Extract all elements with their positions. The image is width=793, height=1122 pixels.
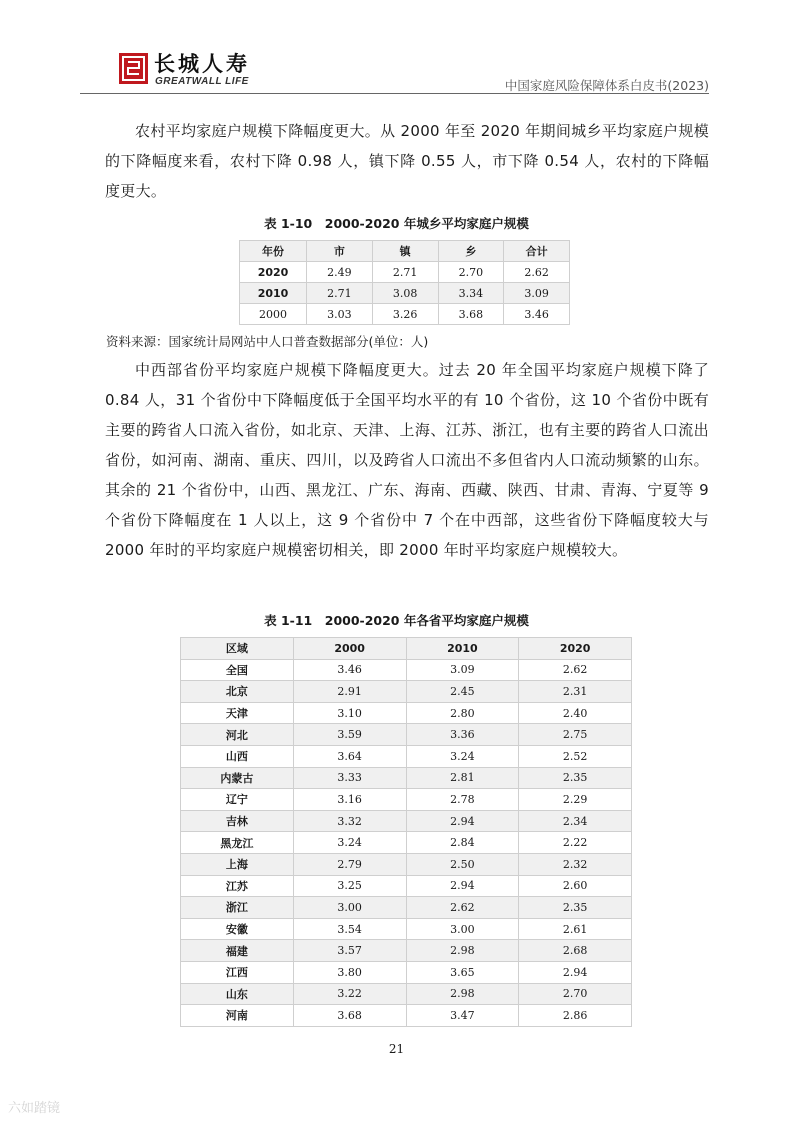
value-cell: 2.70 xyxy=(519,983,632,1005)
page-number: 21 xyxy=(388,1042,405,1056)
value-cell: 2.49 xyxy=(307,262,373,283)
value-cell: 2.80 xyxy=(406,702,519,724)
region-cell: 江苏 xyxy=(181,875,294,897)
value-cell: 2.84 xyxy=(406,832,519,854)
value-cell: 2.50 xyxy=(406,853,519,875)
table-1-caption: 表 1-10 2000-2020 年城乡平均家庭户规模 xyxy=(264,216,529,231)
table-row xyxy=(181,745,632,767)
table-header-row xyxy=(181,638,632,660)
value-cell: 2.81 xyxy=(406,767,519,789)
table-row xyxy=(181,810,632,832)
value-cell: 3.25 xyxy=(293,875,406,897)
watermark: 六如踏镜 xyxy=(8,1101,61,1116)
table-row xyxy=(181,832,632,854)
table-2-caption: 表 1-11 2000-2020 年各省平均家庭户规模 xyxy=(264,613,529,628)
company-logo-mark xyxy=(119,53,148,84)
region-cell: 浙江 xyxy=(181,897,294,919)
value-cell: 2.22 xyxy=(519,832,632,854)
region-cell: 内蒙古 xyxy=(181,767,294,789)
value-cell: 2.40 xyxy=(519,702,632,724)
table-row xyxy=(181,681,632,703)
value-cell: 2.68 xyxy=(519,940,632,962)
value-cell: 2.35 xyxy=(519,897,632,919)
header-cell: 镇 xyxy=(372,241,438,262)
year-cell: 2010 xyxy=(240,283,307,304)
value-cell: 3.80 xyxy=(293,961,406,983)
value-cell: 3.16 xyxy=(293,789,406,811)
region-cell: 山东 xyxy=(181,983,294,1005)
header-cell: 2020 xyxy=(519,638,632,660)
value-cell: 2.78 xyxy=(406,789,519,811)
table-row xyxy=(240,304,570,325)
value-cell: 3.59 xyxy=(293,724,406,746)
value-cell: 3.00 xyxy=(406,918,519,940)
value-cell: 2.35 xyxy=(519,767,632,789)
value-cell: 3.26 xyxy=(372,304,438,325)
region-cell: 上海 xyxy=(181,853,294,875)
table-row xyxy=(181,789,632,811)
table-row xyxy=(181,853,632,875)
value-cell: 3.64 xyxy=(293,745,406,767)
value-cell: 3.32 xyxy=(293,810,406,832)
header-cell: 年份 xyxy=(240,241,307,262)
value-cell: 2.75 xyxy=(519,724,632,746)
region-cell: 福建 xyxy=(181,940,294,962)
table-row xyxy=(181,767,632,789)
value-cell: 2.70 xyxy=(438,262,504,283)
header-cell: 合计 xyxy=(504,241,570,262)
header-cell: 市 xyxy=(307,241,373,262)
province-table-body xyxy=(181,638,632,1027)
company-name-cn: 长城人寿 xyxy=(154,51,250,76)
table-row xyxy=(181,983,632,1005)
value-cell: 3.00 xyxy=(293,897,406,919)
province-household-table xyxy=(180,637,632,1027)
document-title: 中国家庭风险保障体系白皮书(2023) xyxy=(504,78,709,93)
value-cell: 3.24 xyxy=(406,745,519,767)
company-name-en: GREATWALL LIFE xyxy=(155,76,249,87)
value-cell: 2.61 xyxy=(519,918,632,940)
value-cell: 2.34 xyxy=(519,810,632,832)
value-cell: 2.98 xyxy=(406,983,519,1005)
header-cell: 2000 xyxy=(293,638,406,660)
value-cell: 3.65 xyxy=(406,961,519,983)
value-cell: 3.46 xyxy=(504,304,570,325)
value-cell: 2.94 xyxy=(406,875,519,897)
table-row xyxy=(181,897,632,919)
region-cell: 安徽 xyxy=(181,918,294,940)
value-cell: 3.09 xyxy=(406,659,519,681)
region-cell: 黑龙江 xyxy=(181,832,294,854)
table-row xyxy=(240,283,570,304)
value-cell: 2.52 xyxy=(519,745,632,767)
value-cell: 2.62 xyxy=(406,897,519,919)
source-note: 资料来源：国家统计局网站中人口普查数据部分(单位：人) xyxy=(106,334,429,349)
value-cell: 3.33 xyxy=(293,767,406,789)
table-row xyxy=(181,702,632,724)
region-cell: 北京 xyxy=(181,681,294,703)
value-cell: 2.29 xyxy=(519,789,632,811)
region-cell: 山西 xyxy=(181,745,294,767)
logo-glyph-icon xyxy=(119,53,148,84)
value-cell: 3.34 xyxy=(438,283,504,304)
value-cell: 2.45 xyxy=(406,681,519,703)
region-cell: 吉林 xyxy=(181,810,294,832)
year-cell: 2000 xyxy=(240,304,307,325)
value-cell: 2.94 xyxy=(519,961,632,983)
table-row xyxy=(181,918,632,940)
value-cell: 3.08 xyxy=(372,283,438,304)
table-row xyxy=(181,659,632,681)
region-cell: 江西 xyxy=(181,961,294,983)
header-cell: 乡 xyxy=(438,241,504,262)
value-cell: 2.98 xyxy=(406,940,519,962)
value-cell: 3.47 xyxy=(406,1005,519,1027)
value-cell: 3.68 xyxy=(438,304,504,325)
value-cell: 3.22 xyxy=(293,983,406,1005)
value-cell: 3.68 xyxy=(293,1005,406,1027)
value-cell: 3.09 xyxy=(504,283,570,304)
table-row xyxy=(181,1005,632,1027)
body-paragraph-1: 农村平均家庭户规模下降幅度更大。从 2000 年至 2020 年期间城乡平均家庭户规模的下降幅度来看，农村下降 0.98 人，镇下降 0.55 人，市下降 0.54 人，农村的下降幅度更大。 xyxy=(105,122,709,200)
table-row xyxy=(181,961,632,983)
region-cell: 河北 xyxy=(181,724,294,746)
value-cell: 3.36 xyxy=(406,724,519,746)
value-cell: 2.86 xyxy=(519,1005,632,1027)
value-cell: 2.91 xyxy=(293,681,406,703)
value-cell: 3.57 xyxy=(293,940,406,962)
value-cell: 2.62 xyxy=(519,659,632,681)
value-cell: 2.94 xyxy=(406,810,519,832)
value-cell: 2.31 xyxy=(519,681,632,703)
header-cell: 2010 xyxy=(406,638,519,660)
table-row xyxy=(181,875,632,897)
value-cell: 3.54 xyxy=(293,918,406,940)
region-cell: 辽宁 xyxy=(181,789,294,811)
header-cell: 区域 xyxy=(181,638,294,660)
table-row xyxy=(181,940,632,962)
table-row xyxy=(181,724,632,746)
value-cell: 2.79 xyxy=(293,853,406,875)
region-cell: 全国 xyxy=(181,659,294,681)
value-cell: 3.03 xyxy=(307,304,373,325)
value-cell: 2.71 xyxy=(307,283,373,304)
region-cell: 河南 xyxy=(181,1005,294,1027)
table-row xyxy=(240,262,570,283)
table-header-row xyxy=(240,241,570,262)
year-cell: 2020 xyxy=(240,262,307,283)
value-cell: 3.46 xyxy=(293,659,406,681)
region-cell: 天津 xyxy=(181,702,294,724)
header-divider xyxy=(80,93,709,94)
value-cell: 2.60 xyxy=(519,875,632,897)
body-paragraph-2: 中西部省份平均家庭户规模下降幅度更大。过去 20 年全国平均家庭户规模下降了 0.84 人，31 个省份中下降幅度低于全国平均水平的有 10 个省份，这 10 个省份中既有主要的跨省人口流入省份，如北京、天津、上海、江苏、浙江，也有主要的跨省人口流出省份，如河南、湖南、重庆、四川，以及跨省人口流出不多但省内人口流动频繁的山东。其余的 21 个省份中，山西、黑龙江、广东、海南、西藏、陕西、甘肃、青海、宁夏等 9 个省份下降幅度在 1 人以上，这 9 个省份中 7 个在中西部，这些省份下降幅度较大与 2000 年时的平均家庭户规模密切相关，即 2000 年时平均家庭户规模较大。 xyxy=(105,361,709,559)
urban-rural-household-table xyxy=(239,240,570,325)
value-cell: 2.32 xyxy=(519,853,632,875)
value-cell: 2.71 xyxy=(372,262,438,283)
value-cell: 3.24 xyxy=(293,832,406,854)
value-cell: 2.62 xyxy=(504,262,570,283)
value-cell: 3.10 xyxy=(293,702,406,724)
